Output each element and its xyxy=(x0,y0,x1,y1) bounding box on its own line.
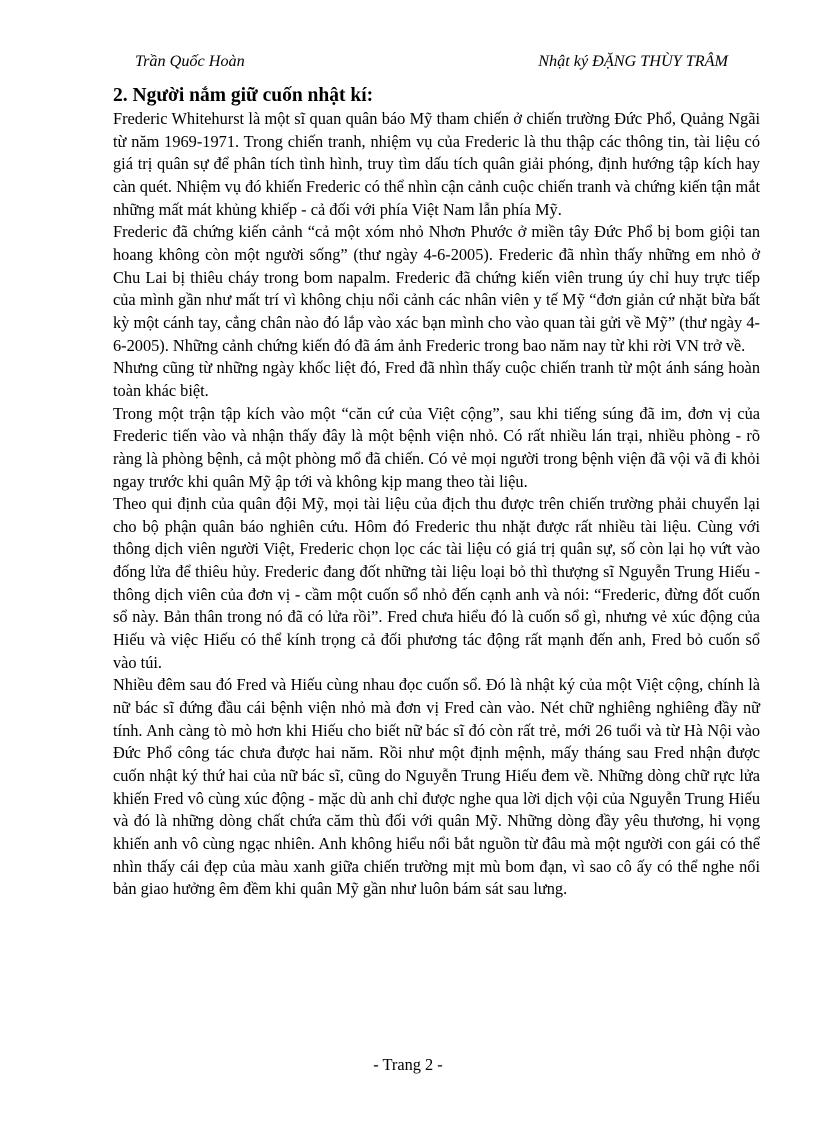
paragraph: Theo qui định của quân đội Mỹ, mọi tài liệu của địch thu được trên chiến trường phải chuyển lại cho bộ phận quân báo nghiên cứu. Hôm đó Frederic thu nhặt được rất nhiều tài liệu. Cùng với thông dịch viên người Việt, Frederic chọn lọc các tài liệu có giá trị quân sự, số còn lại họ vứt vào đống lửa để thiêu hủy. Frederic đang đốt những tài liệu loại bỏ thì thượng sĩ Nguyễn Trung Hiếu - thông dịch viên của đơn vị - cầm một cuốn sổ nhỏ đến cạnh anh và nói: “Frederic, đừng đốt cuốn sổ này. Bản thân trong nó đã có lửa rồi”. Fred chưa hiểu đó là cuốn sổ gì, nhưng vẻ xúc động của Hiếu và việc Hiếu có thể kính trọng cả đối phương tác động rất mạnh đến anh, Fred bỏ cuốn sổ vào túi. xyxy=(113,494,760,672)
page-number: - Trang 2 - xyxy=(373,1055,443,1074)
paragraph: Frederic đã chứng kiến cảnh “cả một xóm nhỏ Nhơn Phước ở miền tây Đức Phổ bị bom giội tan hoang không còn một người sống” (thư ngày 4-6-2005). Frederic đã nhìn thấy những em nhỏ ở Chu Lai bị thiêu cháy trong bom napalm. Frederic đã chứng kiến viên trung úy chỉ huy trực tiếp của mình gần như mất trí vì không chịu nổi cảnh các nhân viên y tế Mỹ “đơn giản cứ nhặt bừa bất kỳ một cánh tay, cẳng chân nào đó lắp vào xác bạn mình cho vào quan tài gửi về Mỹ” (thư ngày 4-6-2005). Những cảnh chứng kiến đó đã ám ảnh Frederic trong bao năm nay từ khi rời VN trở về. xyxy=(113,222,760,355)
paragraph: Nhiều đêm sau đó Fred và Hiếu cùng nhau đọc cuốn sổ. Đó là nhật ký của một Việt cộng, chính là nữ bác sĩ đứng đầu cái bệnh viện nhỏ mà đơn vị Fred càn vào. Nét chữ nghiêng nghiêng đầy nữ tính. Anh càng tò mò hơn khi Hiếu cho biết nữ bác sĩ đó còn rất trẻ, mới 26 tuổi và từ Hà Nội vào Đức Phổ công tác chưa được hai năm. Rồi như một định mệnh, mấy tháng sau Fred nhận được cuốn nhật ký thứ hai của nữ bác sĩ, cũng do Nguyễn Trung Hiếu đem về. Những dòng chữ rực lửa khiến Fred vô cùng xúc động - mặc dù anh chỉ được nghe qua lời dịch vội của Nguyễn Trung Hiếu và đó là những dòng chất chứa căm thù đối với quân Mỹ. Những dòng đầy yêu thương, hi vọng khiến anh vô cùng ngạc nhiên. Anh không hiểu nổi bắt nguồn từ đâu mà một người con gái có thể nhìn thấy cái đẹp của màu xanh giữa chiến trường mịt mù bom đạn, vì sao cô ấy có thể nghe nổi bản giao hưởng êm đềm khi quân Mỹ gần như luôn bám sát sau lưng. xyxy=(113,675,760,899)
header-author: Trần Quốc Hoàn xyxy=(135,52,245,70)
paragraph: Nhưng cũng từ những ngày khốc liệt đó, Fred đã nhìn thấy cuộc chiến tranh từ một ánh sáng hoàn toàn khác biệt. xyxy=(113,358,760,400)
section-heading: 2. Người nắm giữ cuốn nhật kí: xyxy=(113,85,374,106)
page-content xyxy=(113,84,760,901)
paragraph: Frederic Whitehurst là một sĩ quan quân báo Mỹ tham chiến ở chiến trường Đức Phổ, Quảng Ngãi từ năm 1969-1971. Trong chiến tranh, nhiệm vụ của Frederic là thu thập các thông tin, tài liệu có giá trị quân sự để phân tích tình hình, truy tìm dấu tích quân giải phóng, định hướng tập kích hay càn quét. Nhiệm vụ đó khiến Frederic có thể nhìn cận cảnh cuộc chiến tranh và chứng kiến tận mắt những mất mát khủng khiếp - cả đối với phía Việt Nam lẫn phía Mỹ. xyxy=(113,109,760,219)
header-book-title: Nhật ký ĐẶNG THÙY TRÂM xyxy=(538,52,728,70)
running-header xyxy=(135,52,728,75)
paragraph: Trong một trận tập kích vào một “căn cứ của Việt cộng”, sau khi tiếng súng đã im, đơn vị của Frederic tiến vào và nhận thấy đây là một bệnh viện nhỏ. Có rất nhiều lán trại, nhiều phòng - rõ ràng là phòng bệnh, cả một phòng mổ đã chiến. Có vẻ mọi người trong bệnh viện đã vội vã đi khỏi ngay trước khi quân Mỹ ập tới và không kịp mang theo tài liệu. xyxy=(113,403,760,491)
